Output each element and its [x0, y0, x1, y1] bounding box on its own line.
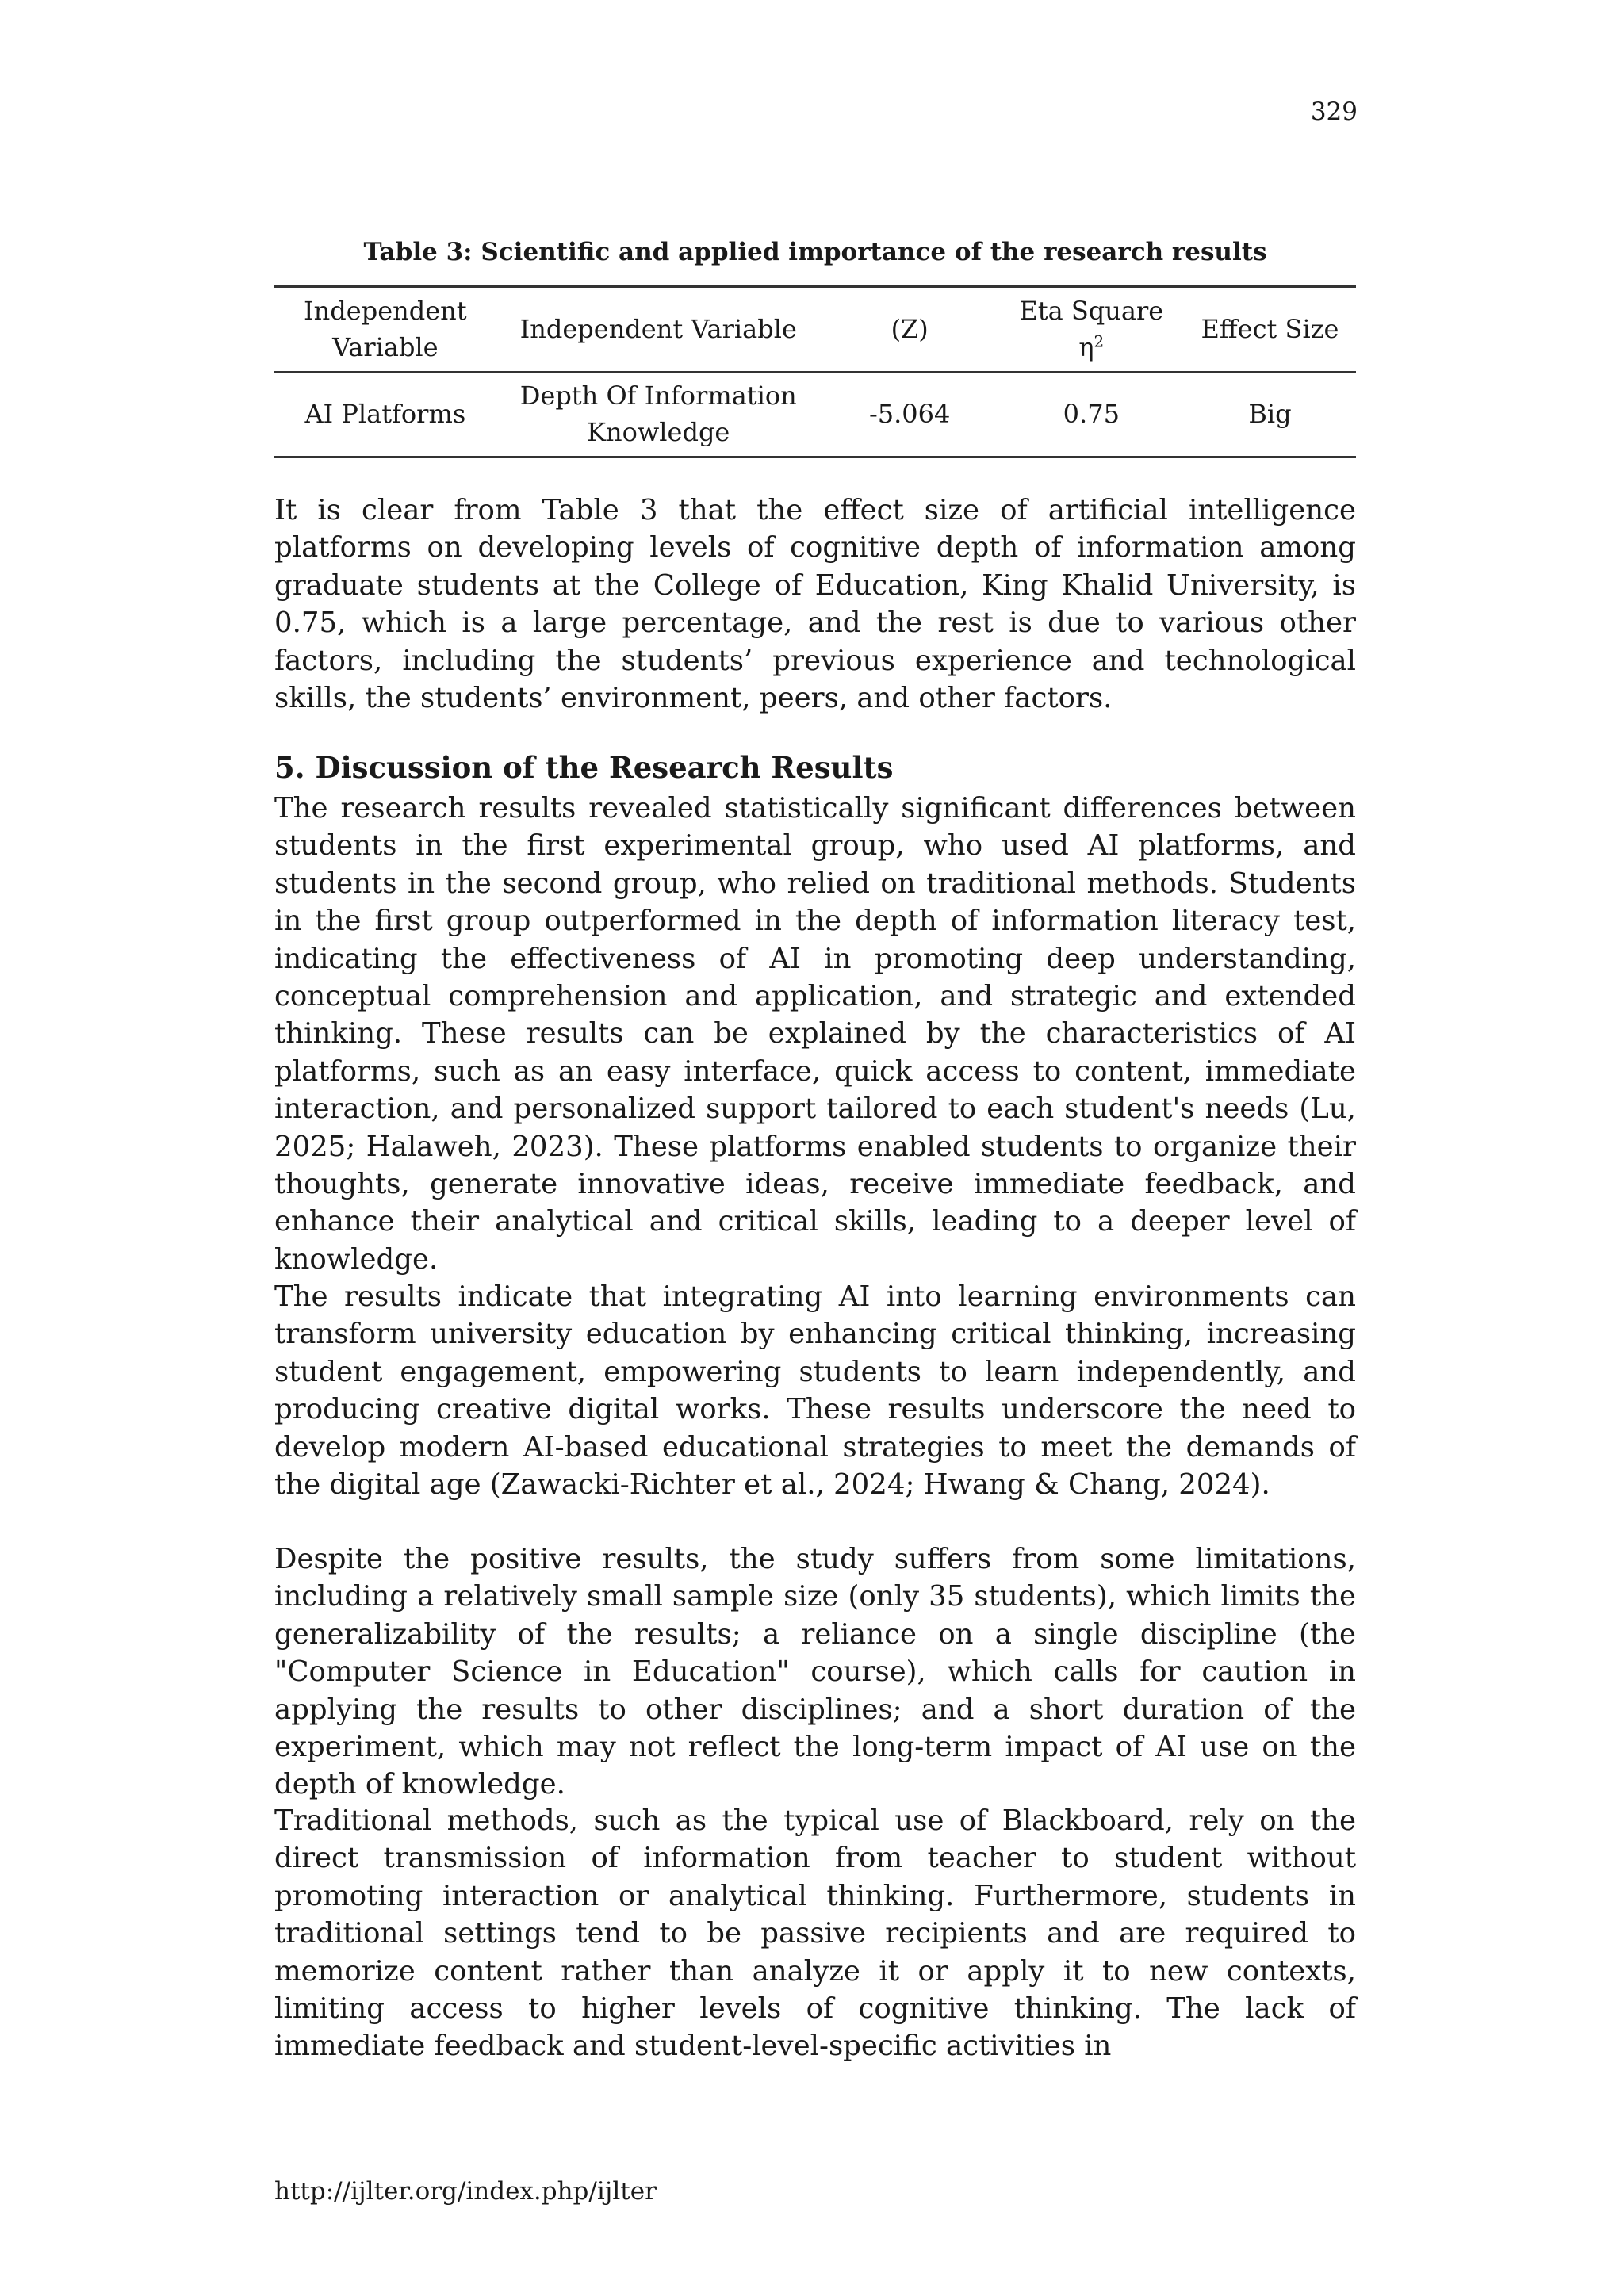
cell-effect-size: Big [1248, 398, 1292, 429]
cell-independent: AI Platforms [304, 398, 466, 429]
header-dependent-variable: Independent Variable [519, 314, 797, 345]
cell-z: -5.064 [868, 398, 951, 429]
eta-symbol: η [1078, 332, 1094, 363]
paragraph-effect-size: It is clear from Table 3 that the effect size of artificial intelligence platforms on developing levels of cognitive depth of information among graduate students at the College of Education, King Khalid University, is 0.75, which is a large percentage, and the rest is due to various other factors, including the students’ previous experience and technological skills, the students’ environment, peers, and other factors. [274, 494, 1356, 715]
paragraph-discussion: The research results revealed statistically significant differences between students in the first experimental group, who used AI platforms, and students in the second group, who relied on traditional methods. Students in the first group outperformed in the depth of information literacy test, indicating the effectiveness of AI in promoting deep understanding, conceptual comprehension and application, and strategic and extended thinking. These results can be explained by the characteristics of AI platforms, such as an easy interface, quick access to content, immediate interaction, and personalized support tailored to each student's needs (Lu, 2025; Halaweh, 2023). These platforms enabled students to organize their thoughts, generate innovative ideas, receive immediate feedback, and enhance their analytical and critical skills, leading to a deeper level of knowledge. [274, 792, 1356, 1276]
table-caption: Table 3: Scientific and applied importance of the research results [363, 238, 1267, 266]
header-z: (Z) [891, 314, 929, 345]
paragraph-traditional-methods: Traditional methods, such as the typical use of Blackboard, rely on the direct transmission of information from teacher to student without promoting interaction or analytical thinking. Furthermore, students in traditional settings tend to be passive recipients and are required to memorize content rather than analyze it or apply it to new contexts, limiting access to higher levels of cognitive thinking. The lack of immediate feedback and student-level-specific activities in [274, 1804, 1356, 2063]
section-heading: 5. Discussion of the Research Results [274, 750, 894, 785]
results-table [274, 285, 1356, 458]
page-number: 329 [1310, 98, 1358, 126]
cell-dependent: Depth Of Information Knowledge [519, 380, 797, 448]
table-row [274, 372, 1356, 457]
table-header-row [274, 287, 1356, 372]
header-eta-square [999, 287, 1185, 372]
header-effect-size: Effect Size [1201, 314, 1339, 345]
paragraph-integration: The results indicate that integrating AI into learning environments can transform university education by enhancing critical thinking, increasing student engagement, empowering students to learn independently, and producing creative digital works. These results underscore the need to develop modern AI-based educational strategies to meet the demands of the digital age (Zawacki-Richter et al., 2024; Hwang & Chang, 2024). [274, 1280, 1356, 1502]
header-independent-variable: Independent Variable [304, 296, 467, 363]
footer-url: http://ijlter.org/index.php/ijlter [274, 2177, 657, 2206]
eta-square-label: Eta Square [1019, 296, 1164, 326]
paragraph-limitations: Despite the positive results, the study suffers from some limitations, including a relatively small sample size (only 35 students), which limits the generalizability of the results; a reliance on a single discipline (the "Computer Science in Education" course), which calls for caution in applying the results to other disciplines; and a short duration of the experiment, which may not reflect the long-term impact of AI use on the depth of knowledge. [274, 1543, 1356, 1801]
eta-superscript: 2 [1094, 331, 1105, 351]
cell-eta-square: 0.75 [1063, 398, 1120, 429]
